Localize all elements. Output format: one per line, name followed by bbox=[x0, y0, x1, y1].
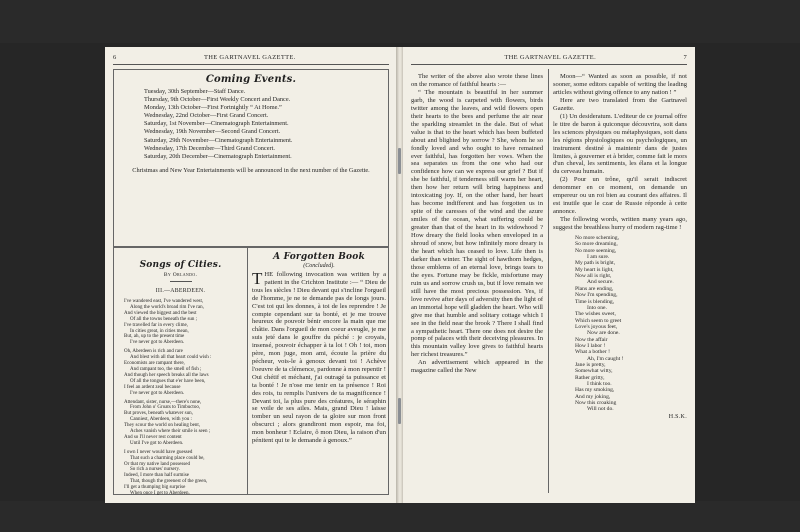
poem-line: What a bother ! bbox=[575, 349, 610, 356]
poem-line: In cities great, in cities mean, bbox=[130, 328, 189, 334]
poem-line: But proves, beneath whatever sun, bbox=[124, 411, 193, 417]
poem-line: Jane is pretty, bbox=[575, 361, 606, 368]
poem-line: I'll get a thumping big surprise bbox=[124, 485, 186, 491]
page-number: 7 bbox=[683, 54, 687, 61]
poem-line: Oh, Aberdeen is rich and rare bbox=[124, 349, 183, 355]
poem-line: That such a charming place could be, bbox=[130, 455, 205, 461]
poem-stanza bbox=[124, 450, 247, 497]
poem-line: Now I'm spending, bbox=[575, 292, 618, 299]
paragraph: An advertisement which appeared in the magazine called the New bbox=[411, 359, 543, 375]
staple bbox=[398, 148, 401, 174]
event-item: Wednesday, 17th December—Third Grand Concert. bbox=[144, 144, 275, 152]
paragraph: “ The mountain is beautiful in her summer garb, the wood is carpeted with flowers, birds twitter among the leaves, and wild flowers open their hearts to the bees and perfume the air near the sparkling streamlet in the dale. But of what value is that to the heart which has been buffeted about and blighted by sorrow ? She, whom he so fondly loved and who ought to have remained ever faithful, has forgotten her vows. When the sea separates us from the one who had our confidence how can we express our grief ? But if she be faithful, if tenderness still warm her heart, then how her return will bring happiness and intoxicating joy. If, on the other hand, her heart has become indifferent and has forgotten us in spite of the caresses of the wind and the azure smiles of the ocean, what suffering could be greater than that of the heart in its widowhood ? How dreary the field looks when enveloped in a shroud of snow, but how infinitely more dreary is the heart which has ceased to love. Life then is darker than winter. The sight of hawthorn hedges, those emblems of an eternal love, brings tears to the eyes. Fortune may be fickle, misfortune may ruin us and sorrow crush us, but if love remain we still have the most precious possession. Yes, if love revive after days of adversity then the light of an immortal hope will gladden the heart. Who will give me that humble and solitary cottage which I see in the field near the brook ? There I shall find a sympathetic heart. There one does not desire the pomp of palaces with their deceiving pleasures. In this mountain valley love gives to faithful hearts her richest treasures.” bbox=[411, 88, 543, 359]
paragraph: The writer of the above also wrote these lines on the romance of faithful hearts :— bbox=[411, 73, 543, 88]
poem-line: And though her speech breaks all the laws bbox=[124, 372, 209, 378]
poem-line: And viewed the biggest and the best bbox=[124, 310, 197, 316]
poem-line: From John o' Groats to Timbuctoo, bbox=[130, 405, 201, 411]
event-item: Saturday, 29th November—Cinematograph Entertainment. bbox=[144, 136, 293, 144]
poem-stanza bbox=[124, 349, 247, 396]
poem-line: Indeed, I more than half surmise bbox=[124, 473, 189, 479]
poem-line: Into one. bbox=[587, 304, 607, 311]
poem-line: And rampant too, the smell of fish ; bbox=[130, 366, 202, 372]
entertainments-note: Christmas and New Year Entertainments will be announced in the next number of the Gazette. bbox=[132, 166, 370, 174]
poem-line: Which seem to greet bbox=[575, 317, 622, 324]
poem-line: Economists are rampant there, bbox=[124, 361, 185, 367]
poem-line: Love's joyous feet, bbox=[575, 323, 618, 330]
short-rule bbox=[170, 281, 192, 282]
songs-of-cities bbox=[114, 248, 247, 500]
poem-line: I own I never would have guessed bbox=[124, 449, 193, 455]
poem-line: Along the world's broad rim I've ran, bbox=[130, 304, 204, 310]
right-column-2 bbox=[553, 71, 687, 420]
poem-stanza bbox=[124, 400, 247, 447]
paragraph: (1) Un desideratum. L'editeur de ce journal offre le titre de baron à quiconque découvrira, soit dans les sciences physiques ou métaphysiques, soit dans les régions physiologiques ou psychologiques, un instrument destiné à maintenir dans de justes limites, à gouverner et à brider, comme fait le mors d'un cheval, les sentiments, les élans et la longue du cerveau humain. bbox=[553, 112, 687, 176]
poem-line: Aches vanish where their smile is seen ; bbox=[130, 429, 211, 435]
right-page bbox=[403, 47, 695, 503]
poem-line: Now all is right, bbox=[575, 273, 612, 280]
poem-line: Will not do. bbox=[587, 406, 614, 413]
poem-line: I've travelled far in every clime, bbox=[124, 322, 188, 328]
forgotten-book-text bbox=[252, 271, 386, 445]
concluded-label: (Concluded). bbox=[303, 263, 335, 269]
poem-line: Now are done. bbox=[587, 330, 620, 337]
running-head-right bbox=[411, 54, 687, 65]
poem-line: And so I'll never rest content bbox=[124, 434, 182, 440]
staple bbox=[398, 398, 401, 424]
drop-cap: T bbox=[252, 269, 263, 288]
events-list bbox=[144, 88, 388, 161]
poem-line: They scour the world on healing bent, bbox=[124, 423, 200, 429]
poem-line: I think too. bbox=[587, 380, 612, 387]
poem-line: I've wandered east, I've wandered west, bbox=[124, 299, 204, 304]
column-divider bbox=[548, 69, 549, 493]
songs-heading: Songs of Cities. bbox=[139, 260, 222, 270]
poem-line: Now this croaking bbox=[575, 400, 617, 406]
poem-line: Of all the tongues that e'er have been, bbox=[130, 378, 206, 384]
lower-section bbox=[113, 247, 389, 495]
event-item: Thursday, 9th October—First Weekly Concert and Dance. bbox=[144, 96, 291, 104]
left-page bbox=[105, 47, 397, 503]
poem-line: Ah, I'm caught ! bbox=[587, 355, 624, 362]
coming-events-box bbox=[113, 69, 389, 247]
running-head-left bbox=[113, 54, 389, 65]
poem-line: Of all the towns beneath the sun ; bbox=[130, 316, 198, 322]
event-item: Saturday, 1st November—Cinematograph Entertainment. bbox=[144, 120, 289, 128]
poem-line: I feel an ardent zeal because bbox=[124, 384, 181, 390]
poem-line: And blest with all that heart could wish : bbox=[130, 355, 212, 361]
paragraph: Here are two translated from the Gartnavel Gazette. bbox=[553, 96, 687, 112]
poem-line: Attendant, sister, nurse,—there's none, bbox=[124, 399, 202, 405]
poem-line: But, ah, up to the present time bbox=[124, 334, 185, 340]
poem-line: My heart is light, bbox=[575, 266, 614, 273]
paragraph: The following words, written many years ago, suggest the breathless hurry of modern rag-time ! bbox=[553, 216, 687, 232]
poem-line: Or that my native land possessed bbox=[124, 461, 190, 467]
coming-events-heading: Coming Events. bbox=[205, 74, 297, 85]
poem-line: Has my smoking, bbox=[575, 387, 615, 394]
event-item: Monday, 13th October—First Fortnightly “ At Home.” bbox=[144, 104, 282, 112]
poem-line: Now the affair bbox=[575, 336, 608, 343]
poem-line: And my joking, bbox=[575, 393, 611, 400]
poem-line: No more scheming, bbox=[575, 235, 619, 242]
poem-line: Plans are ending, bbox=[575, 285, 614, 292]
poem-line: So rich a nurses' nursery. bbox=[130, 467, 180, 473]
poem-line: No more seeming, bbox=[575, 247, 617, 254]
event-item: Wednesday, 22nd October—First Grand Concert. bbox=[144, 112, 269, 120]
forgotten-book-heading: A Forgotten Book bbox=[273, 252, 365, 262]
poem-line: I've never got to Aberdeen. bbox=[130, 340, 185, 346]
forgotten-book bbox=[252, 248, 386, 445]
songs-byline: By Orlando. bbox=[163, 272, 198, 278]
poem-line: And secure. bbox=[587, 279, 614, 286]
column-divider bbox=[247, 248, 248, 494]
poem-line: So more dreaming, bbox=[575, 241, 618, 248]
signature: H.S.K. bbox=[668, 413, 687, 420]
poem-line: The wishes sweet, bbox=[575, 311, 616, 318]
poem-line: Canniest, Aberdeen, with you : bbox=[130, 417, 192, 423]
paragraph: Moon—“ Wanted as soon as possible, if not sooner, some editors capable of writing the leading articles without giving offence to any nation ! ” bbox=[553, 73, 687, 96]
running-title: THE GARTNAVEL GAZETTE. bbox=[203, 54, 296, 61]
poem-line: I am sure. bbox=[587, 254, 610, 261]
event-item: Saturday, 20th December—Cinematograph Entertainment. bbox=[144, 152, 292, 160]
poem-line: When once I get to Aberdeen. bbox=[130, 491, 190, 497]
paragraph: (2) Pour un trône, qu'il serait indiscret denommer en ce moment, on demande un empereur ou un roi bien au courant des affaires. Il est inutile que le czar de Russie réponde à cette annonce. bbox=[553, 176, 687, 216]
poem-line: Somewhat witty, bbox=[575, 368, 613, 375]
poem-line: Until I've got to Aberdeen. bbox=[130, 440, 184, 446]
ragtime-poem bbox=[575, 235, 687, 413]
poem-line: My path is bright, bbox=[575, 260, 616, 267]
poem-line: Rather gritty, bbox=[575, 374, 605, 381]
page-number: 6 bbox=[113, 54, 117, 61]
invocation-text: HE following invocation was written by a patient in the Crichton Institute :— “ Dieu de tous les siècles ! Dieu devant qui s'incline l'orgueil de l'homme, je ne te demande pas de longs jours. C'est toi qui les donnes, à toi de les reprendre ! Je compte cependant sur ta bonté, et je me trouve heureux de pouvoir bénir encore la main que me châtie. Dans l'orgueil de mon coeur aveugle, je me suis jeté dans le gouffre du péché : je croyais, insensé, pouvoir échapper à ta loi ! Oh ! toi, mon père, mon juge, mon ami, écoute la prière du pécheur, vois-le à genoux devant toi ! Achève l'oeuvre de ta clémence, pardonne à mon repentir ! Oui chétif et méchant, j'ai outragé ta puissance et ta bonté ! Je n'ose me tenir en ta présence ! Roi des rois, tu remplis l'univers de ta magnificence ! Devant toi, la plus pure des créatures, le séraphin se voile de ses ailes. Mais, grand Dieu ! laisse tomber un seul rayon de ta gloire sur mon front obscurci ; alors grandiront mon espoir, ma foi, mon bonheur ! Eclaire, ô mon Dieu, la raison d'un pénitent qui te le demande à genoux.” bbox=[252, 271, 386, 445]
event-item: Tuesday, 30th September—Staff Dance. bbox=[144, 88, 246, 95]
poem-line: I've never got to Aberdeen. bbox=[130, 390, 185, 396]
songs-subheading: III.—ABERDEEN. bbox=[155, 288, 206, 294]
poem-line: That, though the greenest of the green, bbox=[130, 479, 208, 485]
poem-line: Time is blending, bbox=[575, 298, 615, 305]
right-column-1 bbox=[411, 73, 543, 375]
poem-line: How I labor ! bbox=[575, 342, 606, 349]
aberdeen-poem bbox=[124, 299, 247, 497]
poem-stanza bbox=[124, 299, 247, 346]
running-title: THE GARTNAVEL GAZETTE. bbox=[504, 54, 597, 61]
right-column-2-text bbox=[553, 73, 687, 232]
event-item: Wednesday, 19th November—Second Grand Concert. bbox=[144, 128, 281, 136]
